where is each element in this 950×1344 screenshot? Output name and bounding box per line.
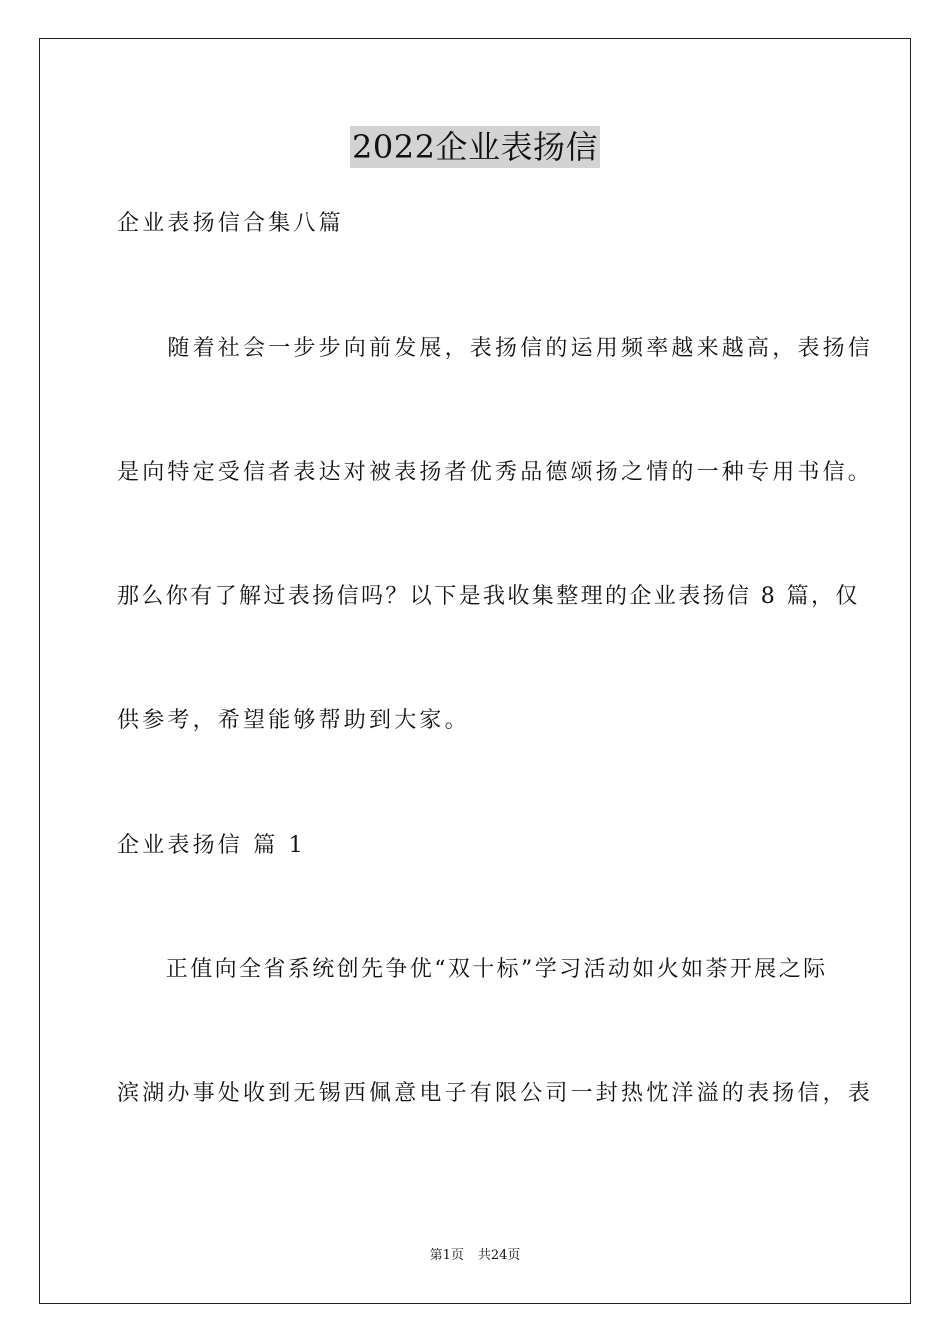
document-title: 2022企业表扬信 [352,128,598,166]
intro-line-3: 那么你有了解过表扬信吗？以下是我收集整理的企业表扬信 8 篇，仅 [117,584,860,609]
section-line-2: 滨湖办事处收到无锡西佩意电子有限公司一封热忱洋溢的表扬信，表 [117,1081,874,1106]
document-subtitle: 企业表扬信合集八篇 [117,211,344,236]
page-number: 第1页 [429,1248,464,1263]
intro-line-4: 供参考，希望能够帮助到大家。 [117,708,470,733]
section-line-1: 正值向全省系统创先争优“双十标”学习活动如火如荼开展之际 [117,957,828,982]
section-heading: 企业表扬信 篇 1 [117,833,306,858]
title-container [0,126,950,168]
page-footer [0,1247,950,1265]
intro-line-1: 随着社会一步步向前发展，表扬信的运用频率越来越高，表扬信 [117,336,874,361]
intro-line-2: 是向特定受信者表达对被表扬者优秀品德颂扬之情的一种专用书信。 [117,460,874,485]
page-total: 共24页 [477,1248,521,1263]
